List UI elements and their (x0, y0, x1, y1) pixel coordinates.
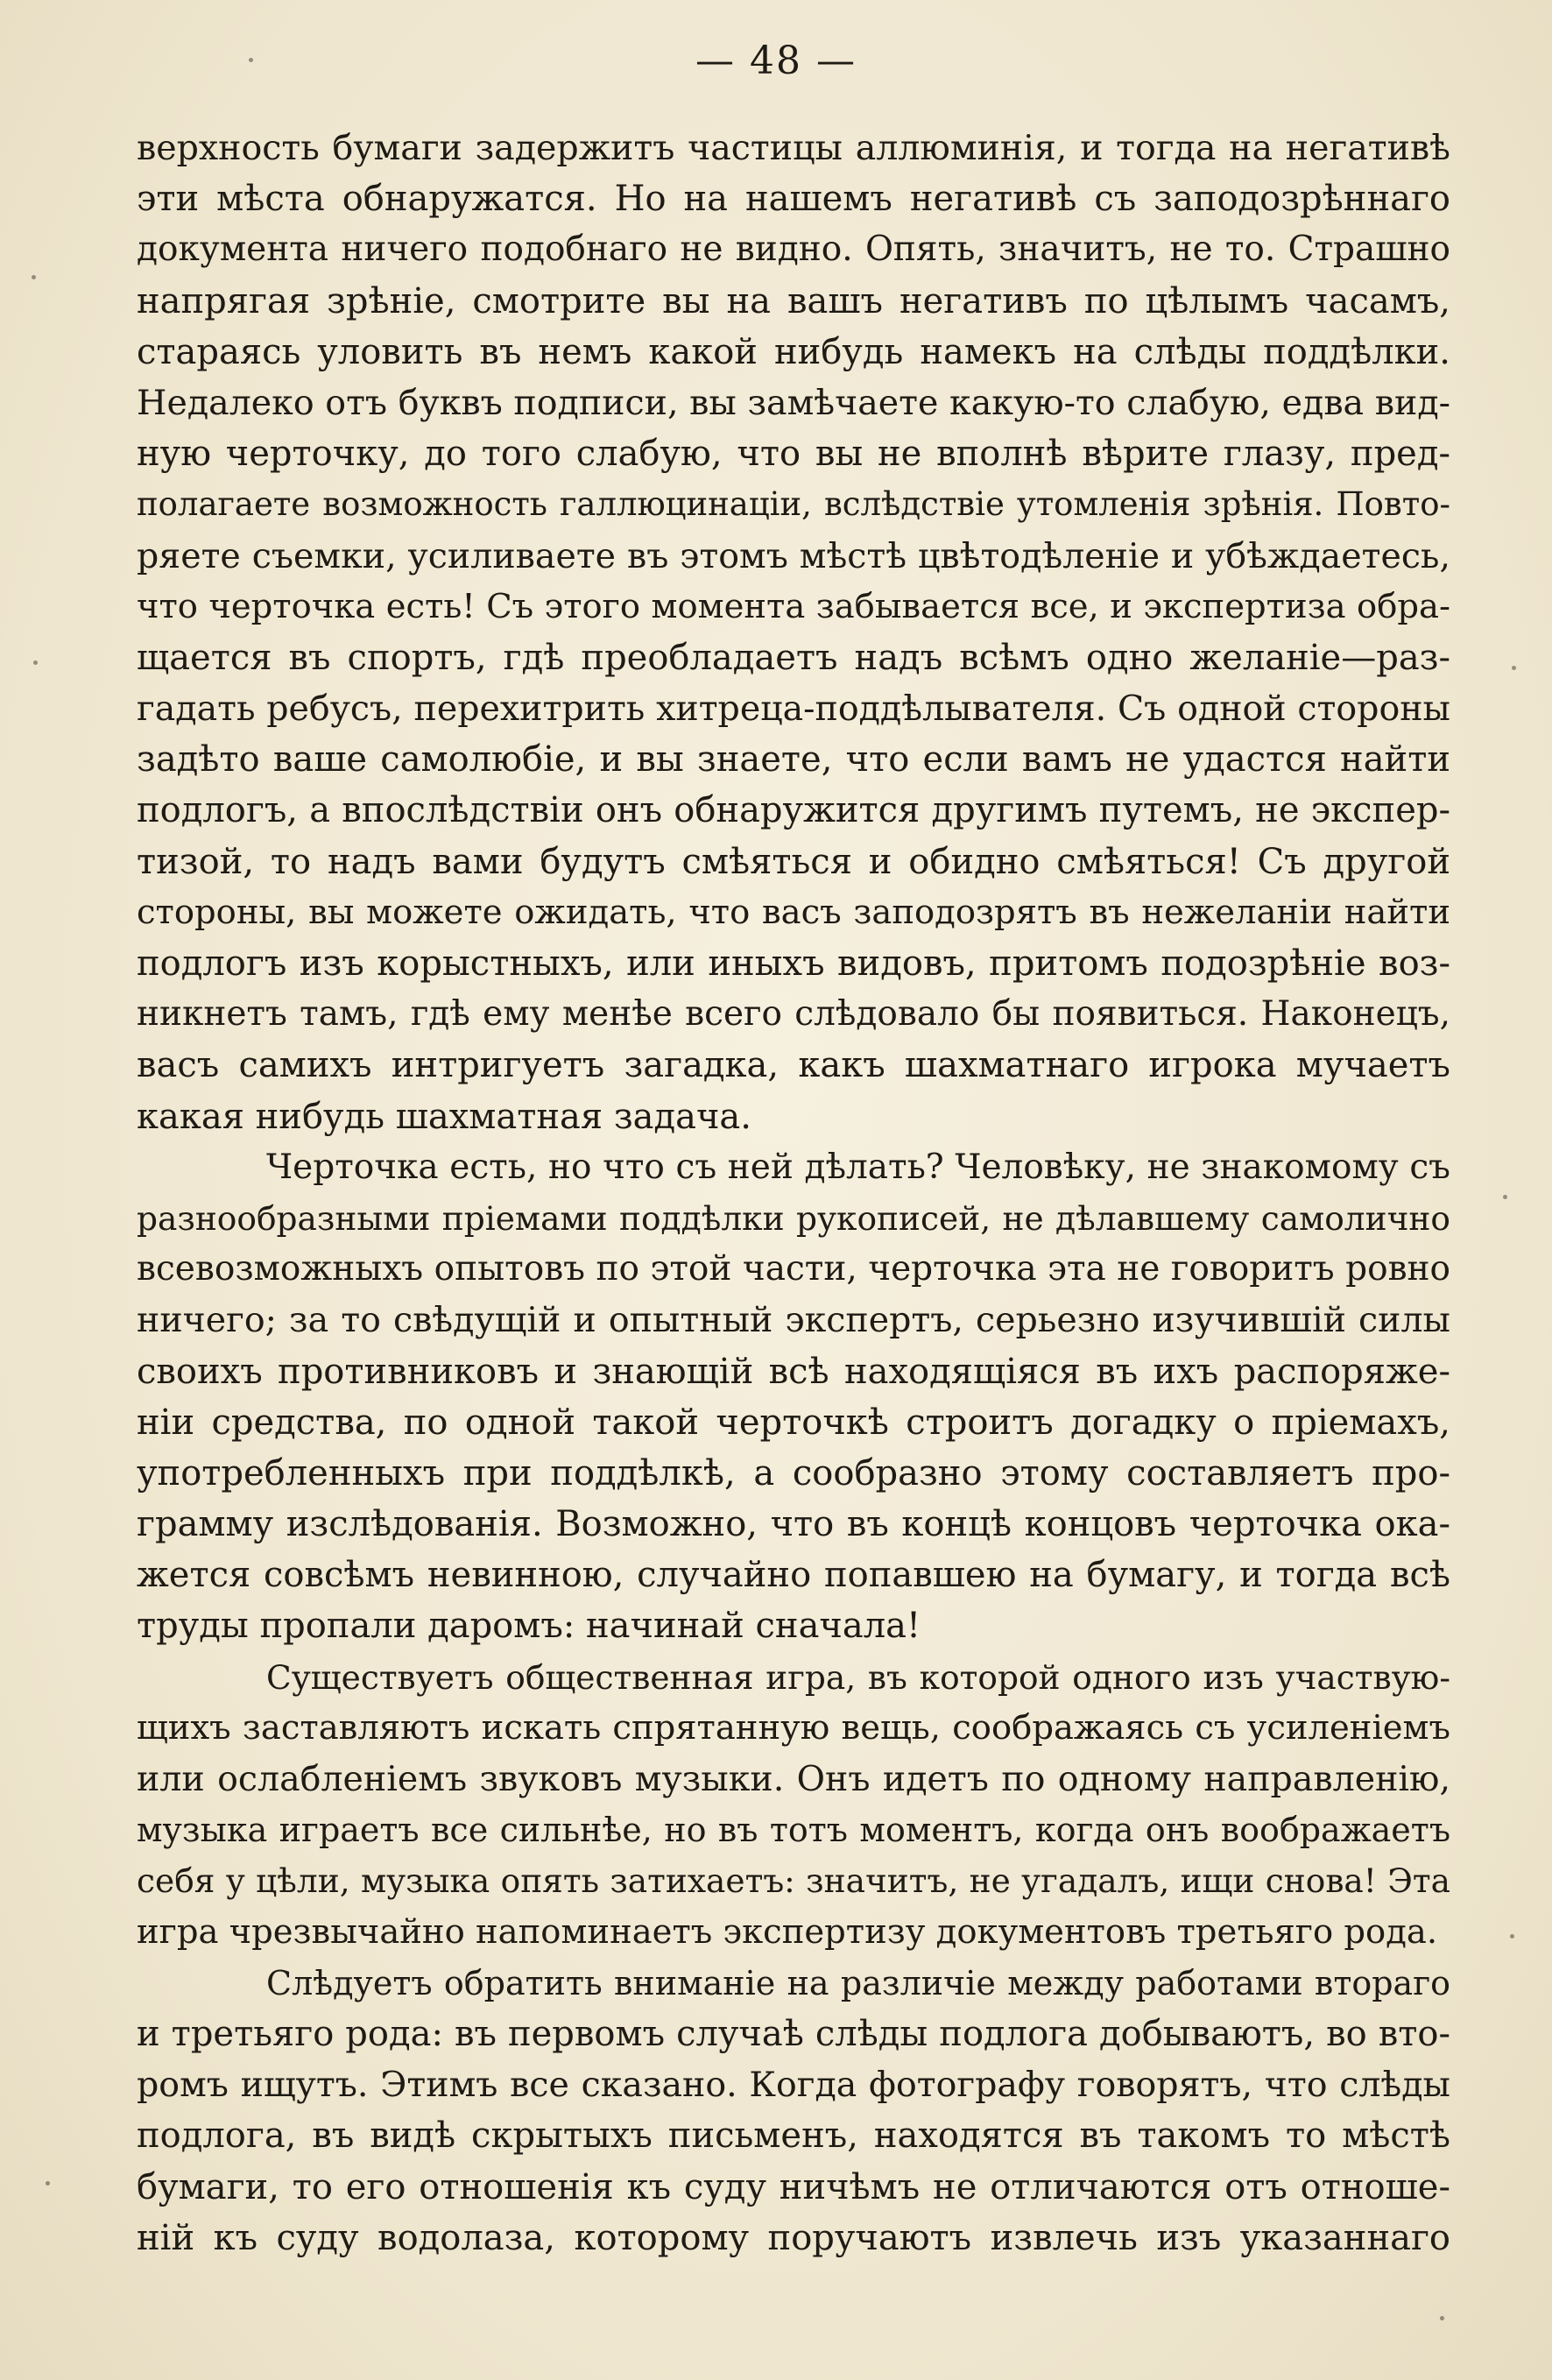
paragraph (137, 1142, 1450, 1652)
paragraph (137, 1652, 1450, 1958)
text-line: или ослабленіемъ звуковъ музыки. Онъ идетъ по одному направленію, (137, 1759, 1450, 1799)
text-line: употребленныхъ при поддѣлкѣ, а сообразно этому составляетъ про- (137, 1452, 1450, 1494)
text-line: какая нибудь шахматная задача. (137, 1096, 751, 1137)
text-line: своихъ противниковъ и знающій всѣ находящіяся въ ихъ распоряже- (137, 1351, 1450, 1392)
text-line: труды пропали даромъ: начинай сначала! (137, 1606, 921, 1647)
text-line: ничего; за то свѣдущій и опытный экспертъ, серьезно изучившій силы (137, 1300, 1450, 1341)
text-line: Слѣдуетъ обратить вниманіе на различіе между работами втораго (266, 1963, 1450, 2002)
paragraph (137, 123, 1450, 1142)
text-line: тизой, то надъ вами будутъ смѣяться и обидно смѣяться! Съ другой (137, 841, 1450, 882)
text-line: напрягая зрѣніе, смотрите вы на вашъ негативъ по цѣлымъ часамъ, (137, 280, 1450, 321)
print-speck (33, 660, 38, 665)
page-number: — 48 — (695, 39, 857, 83)
text-line: подлога, въ видѣ скрытыхъ письменъ, находятся въ такомъ то мѣстѣ (137, 2115, 1450, 2157)
text-line: игра чрезвычайно напоминаетъ экспертизу документовъ третьяго рода. (137, 1911, 1438, 1952)
text-line: бумаги, то его отношенія къ суду ничѣмъ не отличаются отъ отноше- (137, 2166, 1450, 2207)
text-line: полагаете возможность галлюцинаціи, вслѣдствіе утомленія зрѣнія. Повто- (137, 485, 1450, 524)
text-line: щихъ заставляютъ искать спрятанную вещь, соображаясь съ усиленіемъ (137, 1707, 1450, 1748)
text-line: что черточка есть! Съ этого момента забывается все, и экспертиза обра- (137, 586, 1450, 626)
print-speck (1503, 1195, 1507, 1199)
text-line: всевозможныхъ опытовъ по этой части, черточка эта не говоритъ ровно (137, 1249, 1450, 1289)
text-line: эти мѣста обнаружатся. Но на нашемъ негативѣ съ заподозрѣннаго (137, 179, 1450, 220)
text-line: стороны, вы можете ожидать, что васъ заподозрятъ въ нежеланіи найти (137, 892, 1450, 932)
text-line: разнообразными пріемами поддѣлки рукописей, не дѣлавшему самолично (137, 1198, 1450, 1238)
print-speck (1510, 1934, 1514, 1939)
text-line: документа ничего подобнаго не видно. Опять, значитъ, не то. Страшно (137, 230, 1450, 270)
text-line: Существуетъ общественная игра, въ которой одного изъ участвую- (266, 1657, 1450, 1697)
text-line: подлогъ, а впослѣдствіи онъ обнаружится другимъ путемъ, не экспер- (137, 790, 1450, 831)
text-line: подлогъ изъ корыстныхъ, или иныхъ видовъ, притомъ подозрѣніе воз- (137, 943, 1450, 984)
text-line: никнетъ тамъ, гдѣ ему менѣе всего слѣдовало бы появиться. Наконецъ, (137, 994, 1450, 1035)
body-text (137, 123, 1450, 2263)
text-line: ную черточку, до того слабую, что вы не вполнѣ вѣрите глазу, пред- (137, 434, 1450, 475)
text-line: себя у цѣли, музыка опять затихаетъ: значитъ, не угадалъ, ищи снова! Эта (137, 1861, 1450, 1901)
print-speck (1440, 2316, 1444, 2320)
text-line: Черточка есть, но что съ ней дѣлать? Человѣку, не знакомому съ (266, 1147, 1450, 1187)
text-line: щается въ спортъ, гдѣ преобладаетъ надъ всѣмъ одно желаніе—раз- (137, 637, 1450, 678)
text-line: жется совсѣмъ невинною, случайно попавшею на бумагу, и тогда всѣ (137, 1555, 1450, 1596)
text-line: Недалеко отъ буквъ подписи, вы замѣчаете какую-то слабую, едва вид- (137, 382, 1450, 423)
print-speck (46, 2181, 50, 2186)
text-line: стараясь уловить въ немъ какой нибудь намекъ на слѣды поддѣлки. (137, 331, 1450, 372)
text-line: задѣто ваше самолюбіе, и вы знаете, что если вамъ не удастся найти (137, 739, 1450, 780)
text-line: васъ самихъ интригуетъ загадка, какъ шахматнаго игрока мучаетъ (137, 1045, 1450, 1086)
text-line: ромъ ищутъ. Этимъ все сказано. Когда фотографу говорятъ, что слѣды (137, 2065, 1450, 2106)
text-line: ній къ суду водолаза, которому поручаютъ извлечь изъ указаннаго (137, 2217, 1450, 2258)
text-line: гадать ребусъ, перехитрить хитреца-поддѣлывателя. Съ одной стороны (137, 689, 1450, 730)
text-line: верхность бумаги задержитъ частицы аллюминія, и тогда на негативѣ (137, 128, 1450, 168)
paragraph (137, 1958, 1450, 2263)
text-line: ніи средства, по одной такой черточкѣ строитъ догадку о пріемахъ, (137, 1402, 1450, 1443)
print-speck (249, 58, 253, 62)
print-speck (32, 275, 36, 279)
text-line: ряете съемки, усиливаете въ этомъ мѣстѣ цвѣтодѣленіе и убѣждаетесь, (137, 535, 1450, 576)
text-line: грамму изслѣдованія. Возможно, что въ концѣ концовъ черточка ока- (137, 1504, 1450, 1545)
text-line: музыка играетъ все сильнѣе, но въ тотъ моментъ, когда онъ воображаетъ (137, 1811, 1450, 1850)
text-line: и третьяго рода: въ первомъ случаѣ слѣды подлога добываютъ, во вто- (137, 2013, 1450, 2054)
print-speck (1512, 666, 1516, 670)
